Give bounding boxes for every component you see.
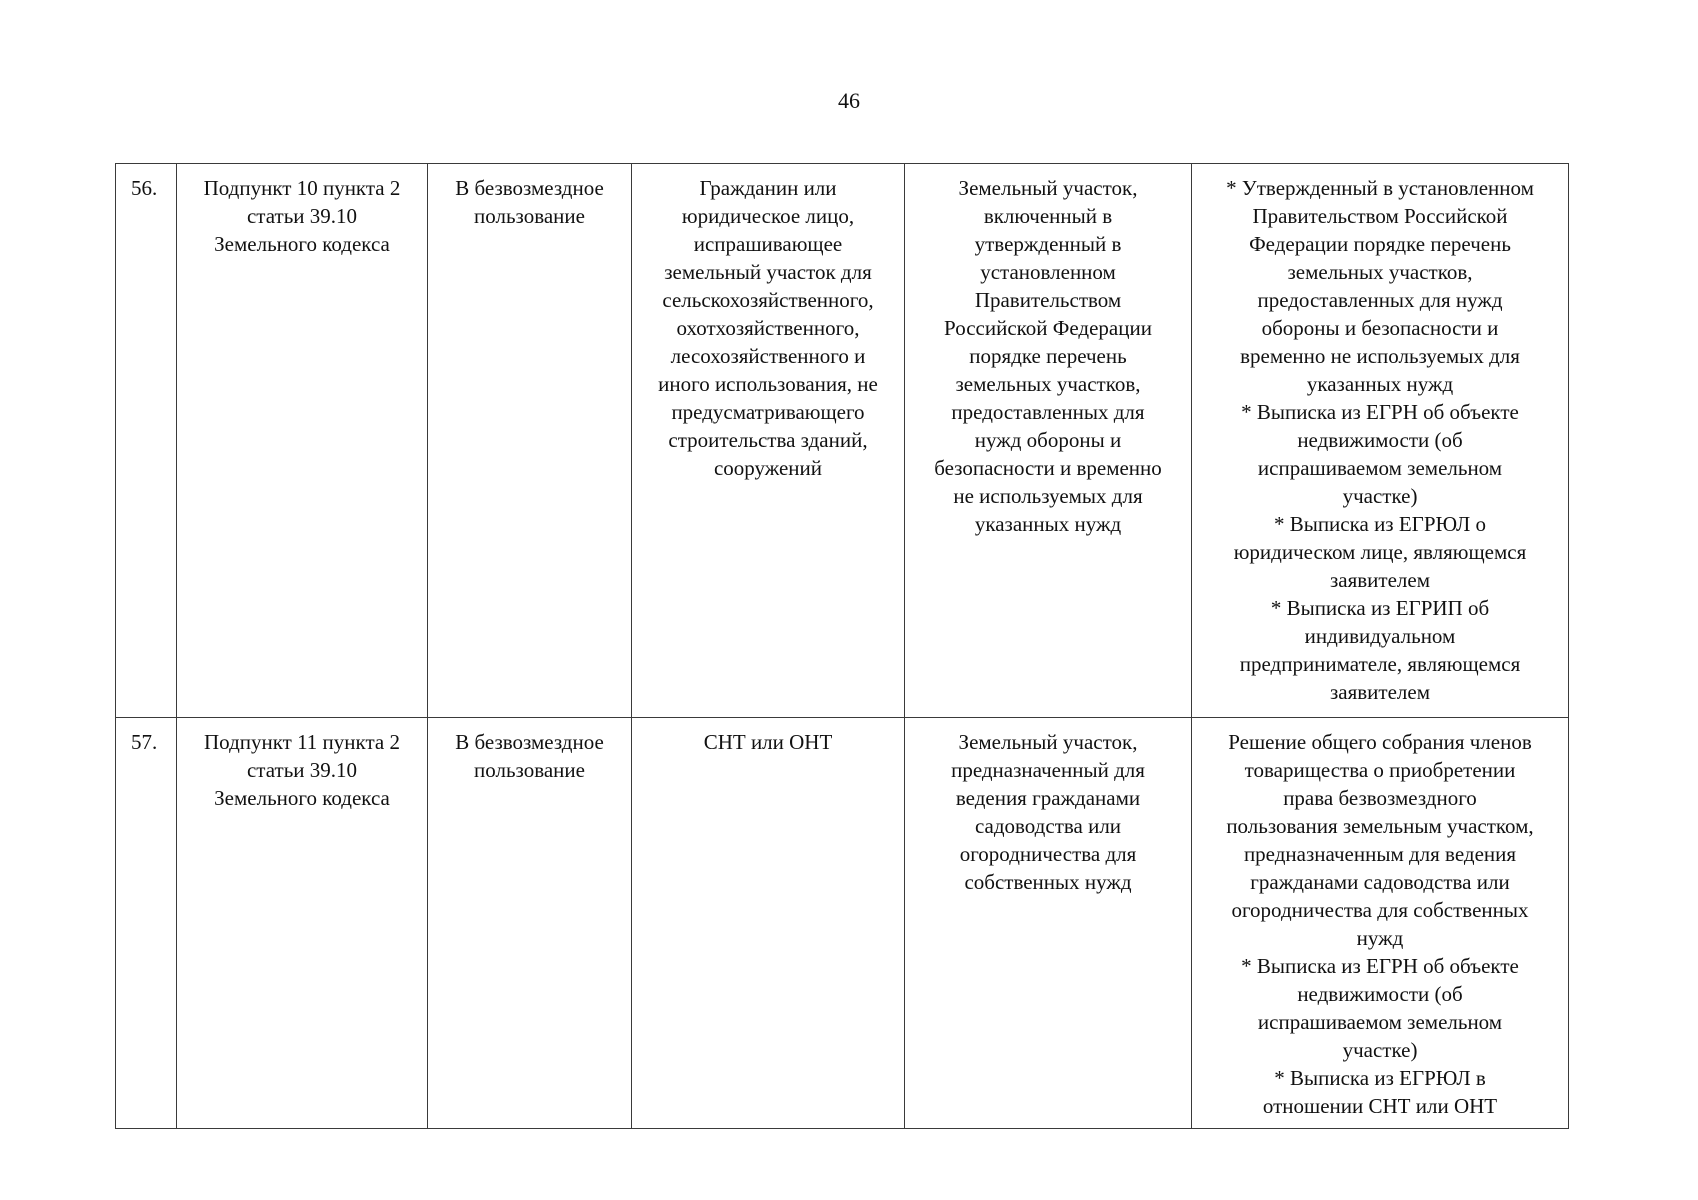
cell-text-line: Гражданин или [699, 176, 837, 200]
document-table [115, 163, 1569, 1129]
cell-text-line: юридическое лицо, [681, 204, 855, 228]
land-plot-cell [905, 164, 1192, 718]
cell-text-line: огородничества для собственных [1231, 898, 1529, 922]
row-number-cell [116, 164, 177, 718]
cell-text-line: пользование [474, 204, 585, 228]
cell-text-line: охотхозяйственного, [676, 316, 860, 340]
cell-text-line: предусматривающего [671, 400, 865, 424]
cell-text-line: обороны и безопасности и [1261, 316, 1499, 340]
cell-text-line: установленном [980, 260, 1116, 284]
right-type-cell [428, 718, 632, 1129]
cell-text-line: испрашиваемом земельном [1257, 456, 1503, 480]
cell-text-line: предоставленных для нужд [1257, 288, 1503, 312]
cell-text-line: права безвозмездного [1283, 786, 1477, 810]
table-row [116, 164, 1569, 718]
table-row [116, 718, 1569, 1129]
cell-text-line: строительства зданий, [668, 428, 868, 452]
cell-text-line: * Утвержденный в установленном [1226, 176, 1534, 200]
cell-text-line: предоставленных для [951, 400, 1145, 424]
documents-cell [1192, 164, 1569, 718]
cell-text-line: временно не используемых для [1240, 344, 1520, 368]
cell-text-line: * Выписка из ЕГРЮЛ в [1274, 1066, 1486, 1090]
cell-text-line: земельный участок для [664, 260, 872, 284]
row-number: 57. [131, 730, 158, 754]
legal-basis-cell [177, 164, 428, 718]
row-number-cell [116, 718, 177, 1129]
cell-text-line: предназначенным для ведения [1243, 842, 1517, 866]
cell-text-line: безопасности и временно [934, 456, 1162, 480]
cell-text-line: сельскохозяйственного, [662, 288, 874, 312]
cell-text-line: индивидуальном [1304, 624, 1456, 648]
cell-text-line: Федерации порядке перечень [1249, 232, 1511, 256]
right-type-cell [428, 164, 632, 718]
documents-cell [1192, 718, 1569, 1129]
cell-text-line: отношении СНТ или ОНТ [1262, 1094, 1498, 1118]
cell-text-line: предназначенный для [951, 758, 1145, 782]
cell-text-line: Земельного кодекса [214, 786, 390, 810]
cell-text-line: статьи 39.10 [246, 204, 358, 228]
cell-text-line: СНТ или ОНТ [703, 730, 833, 754]
cell-text-line: товарищества о приобретении [1244, 758, 1516, 782]
cell-text-line: Российской Федерации [944, 316, 1152, 340]
cell-text-line: лесохозяйственного и [670, 344, 866, 368]
cell-text-line: * Выписка из ЕГРЮЛ о [1273, 512, 1487, 536]
cell-text-line: порядке перечень [969, 344, 1127, 368]
cell-text-line: участке) [1342, 484, 1418, 508]
cell-text-line: земельных участков, [955, 372, 1141, 396]
cell-text-line: заявителем [1329, 680, 1431, 704]
land-plot-cell [905, 718, 1192, 1129]
cell-text-line: Земельный участок, [958, 176, 1138, 200]
cell-text-line: Подпункт 11 пункта 2 [204, 730, 400, 754]
cell-text-line: недвижимости (об [1297, 428, 1463, 452]
cell-text-line: * Выписка из ЕГРН об объекте [1241, 400, 1519, 424]
row-number: 56. [131, 176, 158, 200]
cell-text-line: иного использования, не [658, 372, 878, 396]
cell-text-line: В безвозмездное [455, 730, 604, 754]
table-body [116, 164, 1569, 1129]
cell-text-line: Земельного кодекса [214, 232, 390, 256]
cell-text-line: * Выписка из ЕГРН об объекте [1241, 954, 1519, 978]
page-number: 46 [838, 88, 860, 113]
cell-text-line: нужд [1356, 926, 1404, 950]
cell-text-line: земельных участков, [1287, 260, 1473, 284]
cell-text-line: предпринимателе, являющемся [1239, 652, 1521, 676]
cell-text-line: нужд обороны и [974, 428, 1122, 452]
cell-text-line: участке) [1342, 1038, 1418, 1062]
cell-text-line: Решение общего собрания членов [1228, 730, 1532, 754]
cell-text-line: недвижимости (об [1297, 982, 1463, 1006]
cell-text-line: статьи 39.10 [246, 758, 358, 782]
cell-text-line: * Выписка из ЕГРИП об [1270, 596, 1490, 620]
cell-text-line: указанных нужд [974, 512, 1122, 536]
legal-basis-cell [177, 718, 428, 1129]
cell-text-line: Подпункт 10 пункта 2 [203, 176, 401, 200]
cell-text-line: ведения гражданами [955, 786, 1141, 810]
applicant-cell [632, 718, 905, 1129]
cell-text-line: включенный в [983, 204, 1113, 228]
cell-text-line: огородничества для [959, 842, 1137, 866]
cell-text-line: гражданами садоводства или [1250, 870, 1510, 894]
cell-text-line: садоводства или [974, 814, 1122, 838]
cell-text-line: испрашиваемом земельном [1257, 1010, 1503, 1034]
cell-text-line: Земельный участок, [958, 730, 1138, 754]
applicant-cell [632, 164, 905, 718]
cell-text-line: не используемых для [953, 484, 1143, 508]
cell-text-line: пользование [474, 758, 585, 782]
cell-text-line: Правительством Российской [1252, 204, 1508, 228]
cell-text-line: В безвозмездное [455, 176, 604, 200]
cell-text-line: юридическом лице, являющемся [1233, 540, 1527, 564]
cell-text-line: Правительством [974, 288, 1122, 312]
cell-text-line: указанных нужд [1306, 372, 1454, 396]
cell-text-line: заявителем [1329, 568, 1431, 592]
cell-text-line: собственных нужд [964, 870, 1132, 894]
cell-text-line: испрашивающее [693, 232, 843, 256]
cell-text-line: утвержденный в [974, 232, 1122, 256]
cell-text-line: сооружений [713, 456, 823, 480]
cell-text-line: пользования земельным участком, [1226, 814, 1534, 838]
